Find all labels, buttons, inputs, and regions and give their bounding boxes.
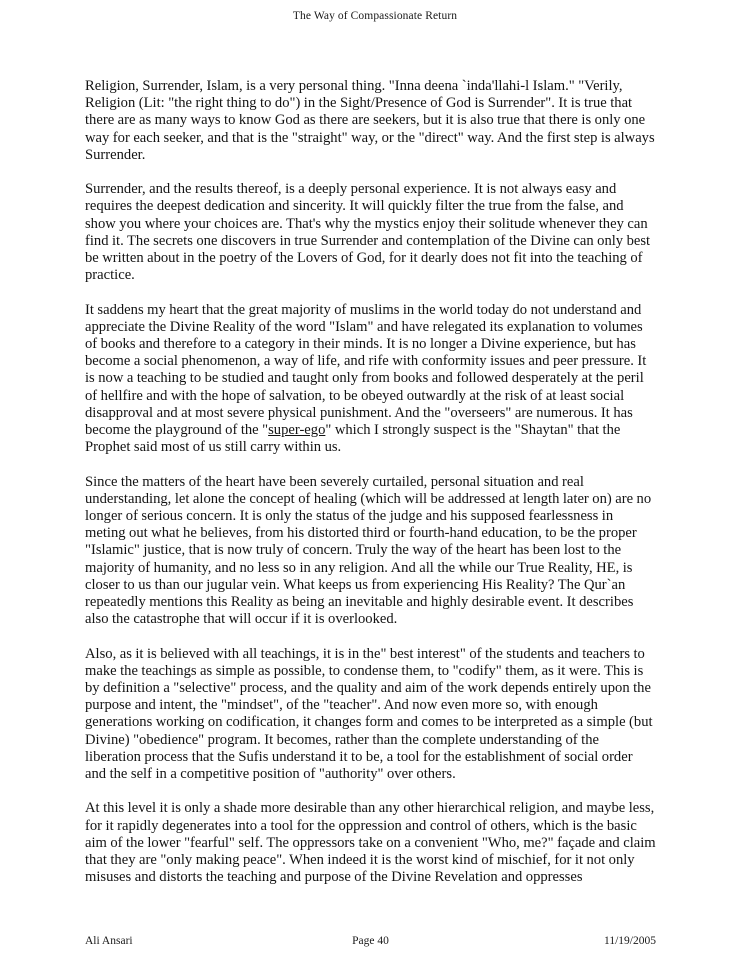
super-ego-underlined-term: super-ego [268,422,326,439]
running-head: The Way of Compassionate Return [292,10,458,22]
body-text-column [85,78,656,886]
paragraph-3-text-after: " which I strongly suspect is the "Shaytan" that the Prophet said most of us still carry within us. [85,422,621,456]
paragraph-1: Religion, Surrender, Islam, is a very personal thing. "Inna deena `inda'llahi-l Islam." "Verily, Religion (Lit: "the right thing to do") in the Sight/Presence of God is Surrender". It is true that there are as many ways to know God as there are seekers, but it is also true that there is only one way for each seeker, and that is the "straight" way, or the "direct" way. And the first step is always Surrender. [85,78,655,163]
paragraph-4: Since the matters of the heart have been severely curtailed, personal situation and real understanding, let alone the concept of healing (which will be addressed at length later on) are no longer of serious concern. It is only the status of the judge and his supposed fearlessness in meting out what he believes, from his distorted third or fourth-hand education, to be the proper "Islamic" justice, that is now truly of concern. Truly the way of the heart has been lost to the majority of humanity, and no less so in any religion. And all the while our True Reality, HE, is closer to us than our jugular vein. What keeps us from experiencing His Reality? The Qur`an repeatedly mentions this Reality as being an inevitable and highly desirable event. It describes also the catastrophe that will occur if it is overlooked. [85,473,652,628]
paragraph-5: Also, as it is believed with all teachings, it is in the" best interest" of the students and teachers to make the teachings as simple as possible, to condense them, to "codify" them, as it were. This is by definition a "selective" process, and the quality and aim of the work depends entirely upon the purpose and intent, the "mindset", of the "teacher". And now even more so, with enough generations working on codification, it changes form and comes to be interpreted as a simple (but Divine) "obedience" program. It becomes, rather than the complete understanding of the liberation process that the Sufis understand it to be, a tool for the establishment of social order and the self in a competitive position of "authority" over others. [85,645,653,783]
paragraph-2: Surrender, and the results thereof, is a deeply personal experience. It is not always easy and requires the deepest dedication and sincerity. It will quickly filter the true from the false, and show you where your choices are. That's why the mystics enjoy their solitude whenever they can find it. The secrets one discovers in true Surrender and contemplation of the Divine can only best be written about in the poetry of the Lovers of God, for it dearly does not fit into the teaching of practice. [85,181,651,284]
paragraph-6: At this level it is only a shade more desirable than any other hierarchical religion, and maybe less, for it rapidly degenerates into a tool for the oppression and control of others, which is the basic aim of the lower "fearful" self. The oppressors take on a convenient "Who, me?" façade and claim that they are "only making peace". When indeed it is the worst kind of mischief, for it not only misuses and distorts the teaching and purpose of the Divine Revelation and oppresses [85,800,656,886]
paragraph-3-text-before: It saddens my heart that the great majority of muslims in the world today do not understand and appreciate the Divine Reality of the word "Islam" and have relegated its explanation to volumes of books and therefore to a category in their minds. It is no longer a Divine experience, but has become a social phenomenon, a way of life, and rife with conformity issues and peer pressure. It is now a teaching to be studied and taught only from books and followed desperately at the peril of hellfire and with the hope of salvation, to be obeyed outwardly at the risk of at least social disapproval and at most severe physical punishment. And the "overseers" are numerous. It has become the playground of the " [85,301,647,439]
footer-page-number: Page 40 [352,935,389,947]
footer-author: Ali Ansari [85,935,133,947]
footer-date: 11/19/2005 [604,935,656,947]
paragraph-3 [85,302,656,457]
page-footer [85,935,656,947]
